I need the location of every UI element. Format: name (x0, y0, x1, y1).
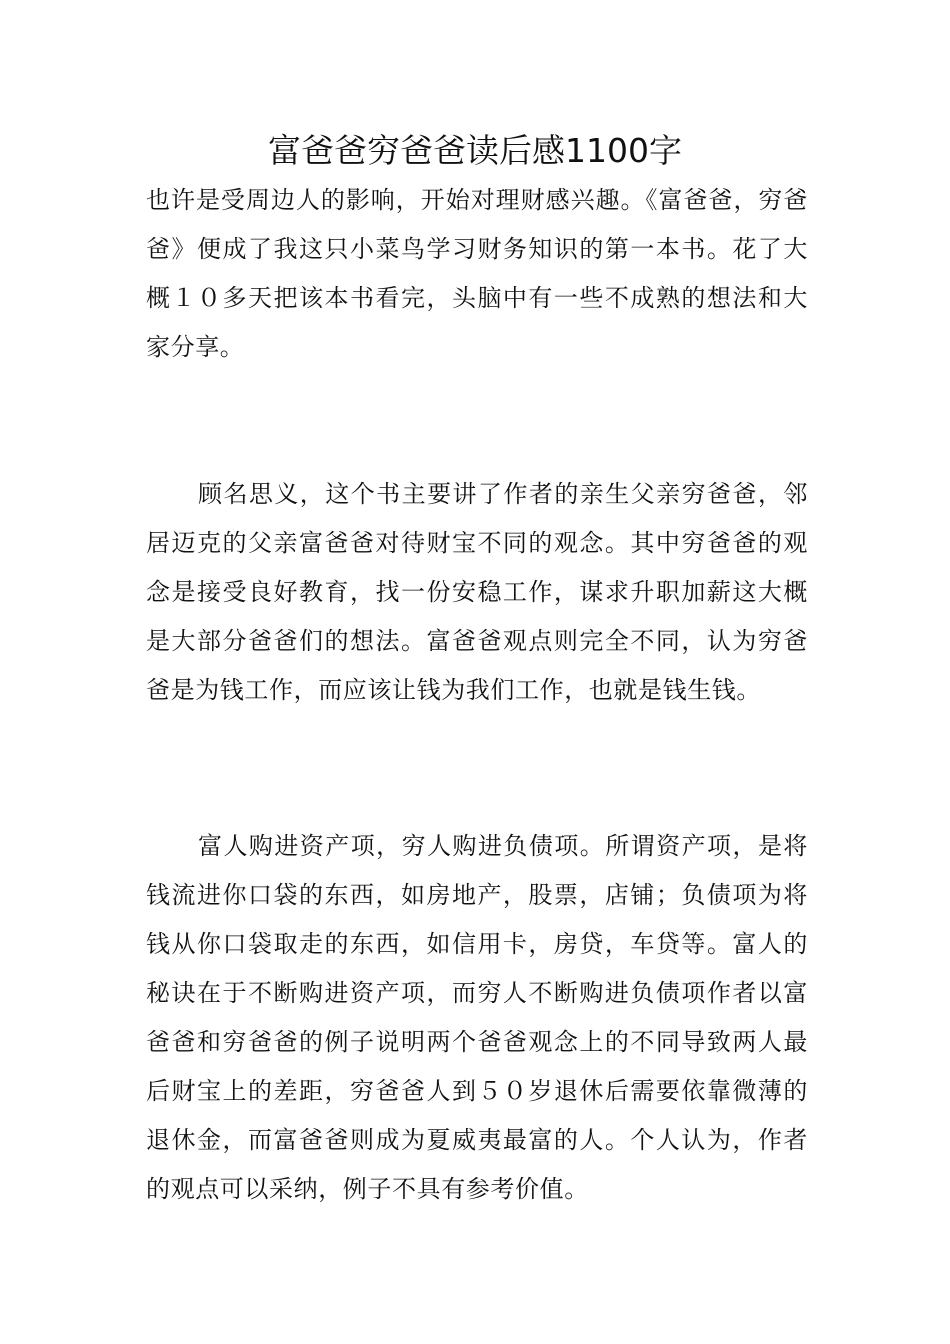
document-title: 富爸爸穷爸爸读后感1100字 (268, 131, 682, 170)
paragraph-summary: 顾名思义，这个书主要讲了作者的亲生父亲穷爸爸，邻居迈克的父亲富爸爸对待财宝不同的观念。其中穷爸爸的观念是接受良好教育，找一份安稳工作，谋求升职加薪这大概是大部分爸爸们的想法。富爸爸观点则完全不同，认为穷爸爸是为钱工作，而应该让钱为我们工作，也就是钱生钱。 (146, 480, 808, 704)
paragraph-assets: 富人购进资产项，穷人购进负债项。所谓资产项，是将钱流进你口袋的东西，如房地产，股票，店铺；负债项为将钱从你口袋取走的东西，如信用卡，房贷，车贷等。富人的秘诀在于不断购进资产项，而穷人不断购进负债项作者以富爸爸和穷爸爸的例子说明两个爸爸观念上的不同导致两人最后财宝上的差距，穷爸爸人到５０岁退休后需要依靠微薄的退休金，而富爸爸则成为夏威夷最富的人。个人认为，作者的观点可以采纳，例子不具有参考价值。 (146, 832, 808, 1203)
paragraph-intro: 也许是受周边人的影响，开始对理财感兴趣。《富爸爸，穷爸爸》便成了我这只小菜鸟学习财务知识的第一本书。花了大概１０多天把该本书看完，头脑中有一些不成熟的想法和大家分享。 (146, 186, 808, 361)
